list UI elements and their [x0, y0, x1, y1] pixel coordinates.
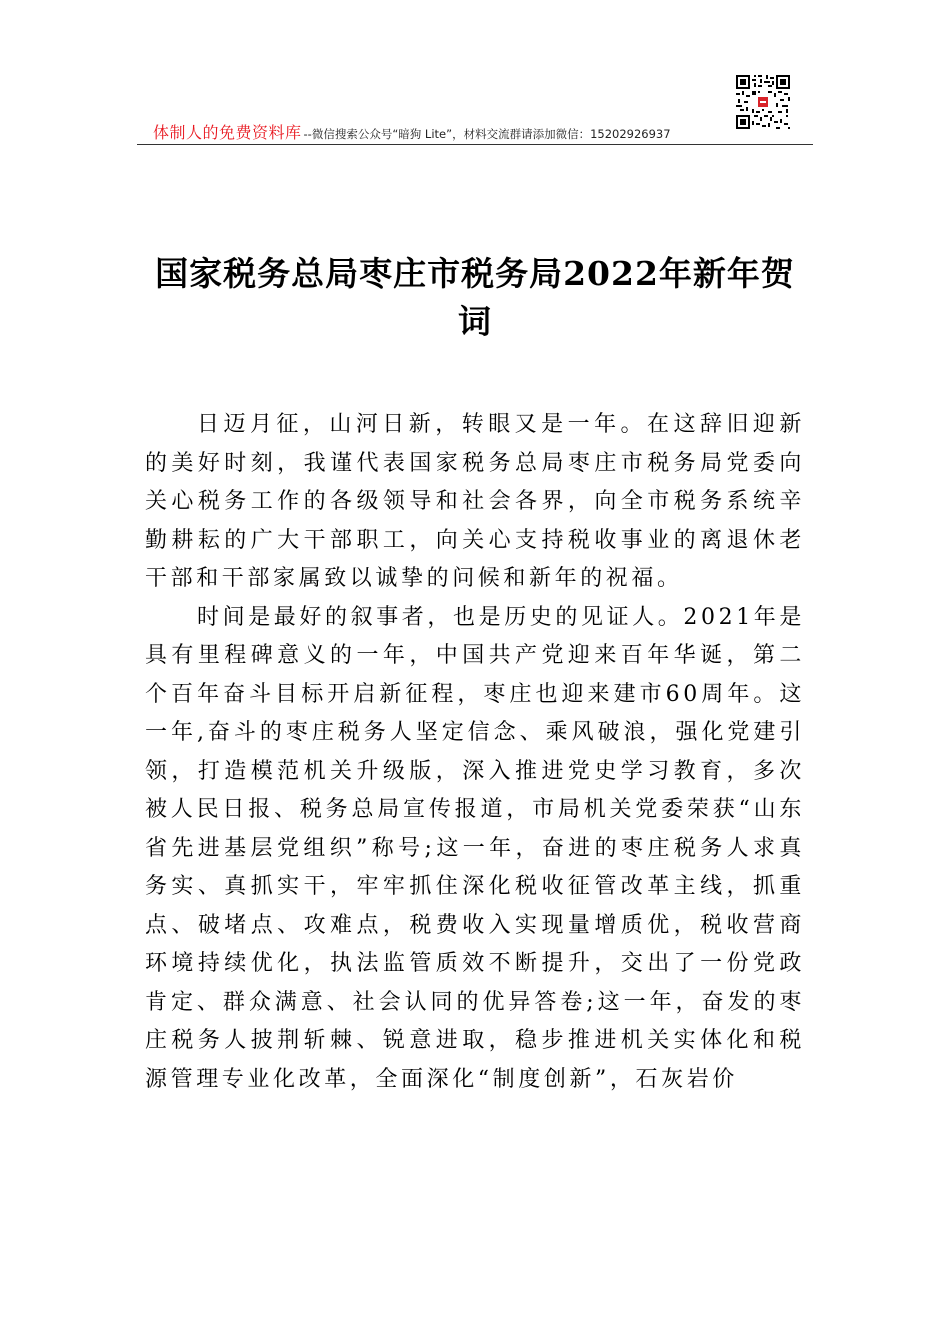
qr-code-icon: [734, 73, 792, 131]
document-body: [145, 406, 805, 1099]
header-text: [153, 120, 671, 143]
page-header: [137, 70, 813, 146]
header-divider: [137, 144, 813, 145]
brand-name: 体制人的免费资料库: [153, 123, 302, 142]
paragraph-2: 时间是最好的叙事者，也是历史的见证人。2021年是具有里程碑意义的一年，中国共产党迎来百年华诞，第二个百年奋斗目标开启新征程，枣庄也迎来建市60周年。这一年,奋斗的枣庄税务人坚定信念、乘风破浪，强化党建引领，打造模范机关升级版，深入推进党史学习教育，多次被人民日报、税务总局宣传报道，市局机关党委荣获“山东省先进基层党组织”称号;这一年，奋进的枣庄税务人求真务实、真抓实干，牢牢抓住深化税收征管改革主线，抓重点、破堵点、攻难点，税费收入实现量增质优，税收营商环境持续优化，执法监管质效不断提升，交出了一份党政肯定、群众满意、社会认同的优异答卷;这一年，奋发的枣庄税务人披荆斩棘、锐意进取，稳步推进机关实体化和税源管理专业化改革，全面深化“制度创新”，石灰岩价: [145, 604, 805, 1092]
header-slogan: --微信搜索公众号“暗狗 Lite”，材料交流群请添加微信：15202926937: [303, 127, 671, 141]
paragraph-1: 日迈月征，山河日新，转眼又是一年。在这辞旧迎新的美好时刻，我谨代表国家税务总局枣庄市税务局党委向关心税务工作的各级领导和社会各界，向全市税务系统辛勤耕耘的广大干部职工，向关心支持税收事业的离退休老干部和干部家属致以诚挚的问候和新年的祝福。: [145, 412, 805, 591]
title-line-2: 词: [458, 302, 492, 341]
document-title: [137, 250, 813, 346]
title-line-1: 国家税务总局枣庄市税务局2022年新年贺: [155, 254, 795, 293]
